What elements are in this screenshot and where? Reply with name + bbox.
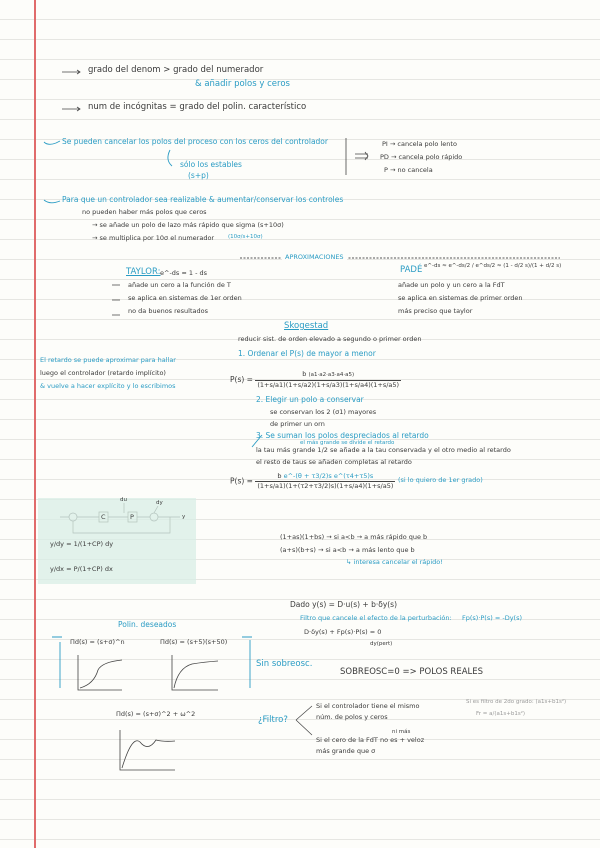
pade-point3: más preciso que taylor	[398, 307, 473, 315]
polos-result: SOBREOSC=0 => POLOS REALES	[340, 667, 484, 677]
cancel-note: sólo los estables	[180, 160, 242, 169]
realizable-l3b: (10σ/s+10σ)	[228, 234, 263, 240]
taylor-point2: se aplica en sistemas de 1er orden	[128, 294, 242, 302]
skogestad-step3b: el más grande se divide el retardo	[300, 440, 395, 446]
filtro-a2c: ni más	[392, 729, 411, 735]
poles-r3: ↳ interesa cancelar el rápido!	[346, 558, 443, 566]
realizable-l3: → se multiplica por 10σ el numerador	[92, 234, 215, 242]
polos-f3: Πd(s) = (s+σ)^2 + ω^2	[116, 710, 196, 718]
skogestad-step3d: el resto de taus se añaden completas al retardo	[256, 458, 412, 466]
top-line2: num de incógnitas = grado del polin. característico	[88, 102, 307, 112]
cancel-p: P → no cancela	[384, 166, 433, 174]
realizable-l1: no pueden haber más polos que ceros	[82, 208, 207, 216]
dist-given: Dado y(s) = D·u(s) + b·δy(s)	[290, 600, 398, 609]
dist-filter: Filtro que cancele el efecto de la perturbación:	[300, 614, 452, 622]
ps2-exp: e^-(θ + τ3/2)s	[283, 472, 332, 480]
diagram-dy: dy	[156, 500, 163, 506]
diagram-eq2: y/dx = P/(1+CP) dx	[50, 565, 113, 573]
skogestad-left1: El retardo se puede aproximar para hallar	[40, 356, 176, 364]
pade-point2: se aplica en sistemas de primer orden	[398, 294, 523, 302]
taylor-formula: e^-ds ≈ 1 - ds	[160, 269, 208, 277]
top-line1b: & añadir polos y ceros	[195, 79, 290, 89]
ps2-note: (si lo quiero de 1er grado)	[398, 476, 483, 484]
skogestad-title: Skogestad	[284, 321, 329, 331]
cancel-pd: PD → cancela polo rápido	[380, 153, 463, 161]
skogestad-step2b: se conservan los 2 (σ1) mayores	[270, 408, 377, 416]
ps2-den: (1+s/a1)(1+(τ2+τ3/2)s)(1+s/a4)(1+s/a5)	[257, 482, 394, 490]
cancel-main: Se pueden cancelar los polos del proceso con los ceros del controlador	[62, 137, 328, 146]
approx-header: APROXIMACIONES	[282, 253, 347, 262]
diagram-p: P	[130, 513, 134, 521]
realizable-l2: → se añade un polo de lazo más rápido que sigma (s+10σ)	[92, 221, 284, 229]
ps1	[230, 370, 401, 390]
ps2-fraction	[255, 472, 395, 491]
filtro-a1: Si el controlador tiene el mismo	[316, 702, 420, 710]
filtro-a1b: núm. de polos y ceros	[316, 713, 388, 721]
skogestad-step3: 3. Se suman los polos despreciados al retardo	[256, 431, 429, 440]
pade-point1: añade un polo y un cero a la FdT	[398, 281, 505, 289]
dist-line: D·δy(s) + Fp(s)·P(s) = 0	[304, 628, 382, 636]
skogestad-left2: luego el controlador (retardo implícito)	[40, 369, 166, 377]
realizable-title: Para que un controlador sea realizable & aumentar/conservar los controles	[62, 195, 344, 204]
poles-r1: (1+as)(1+bs) → si a<b → a más rápido que b	[280, 533, 428, 541]
filtro-q: ¿Filtro?	[258, 715, 288, 725]
ps1-num	[255, 370, 401, 381]
diagram-y: y	[182, 514, 186, 520]
polos-title: Polin. deseados	[118, 620, 177, 629]
diagram-c: C	[101, 513, 106, 521]
cancel-pi: PI → cancela polo lento	[382, 140, 457, 148]
ps1-num-b: b	[302, 370, 307, 378]
margin-line	[34, 0, 36, 848]
ps1-den: (1+s/a1)(1+s/a2)(1+s/a3)(1+s/a4)(1+s/a5)	[257, 381, 400, 389]
dist-dy-note: dy(pert)	[370, 641, 393, 647]
diagram-du: du	[120, 497, 127, 503]
cancel-note2: (s+p)	[188, 171, 209, 180]
pade-label: PADÉ	[400, 265, 423, 275]
polos-side2: Fr = a/(a1s+b1s²)	[476, 711, 526, 717]
taylor-point3: no da buenos resultados	[128, 307, 208, 315]
diagram-eq1: y/dy = 1/(1+CP) dy	[50, 540, 114, 548]
polos-f1: Πd(s) = (s+σ)^n	[70, 638, 125, 646]
ps2	[230, 472, 395, 491]
dist-fp: Fp(s)·P(s) = -Dy(s)	[462, 614, 523, 622]
top-line1: grado del denom > grado del numerador	[88, 65, 264, 75]
skogestad-step3c: la tau más grande 1/2 se añade a la tau conservada y el otro medio al retardo	[256, 446, 511, 454]
skogestad-step2: 2. Elegir un polo a conservar	[256, 395, 364, 404]
polos-side: Si es filtro de 2do grado: (a1s+b1s²)	[466, 699, 567, 705]
filtro-a2b: más grande que σ	[316, 747, 376, 755]
skogestad-step1: 1. Ordenar el P(s) de mayor a menor	[238, 349, 376, 358]
pade-formula: e^-ds ≈ e^-ds/2 / e^ds/2 ≈ (1 - d/2 s)/(1 + d/2 s)	[424, 263, 562, 269]
ps1-label: P(s) =	[230, 375, 253, 384]
skogestad-left3: & vuelve a hacer explícito y lo escribimos	[40, 382, 176, 390]
skogestad-step2c: de primer un orn	[270, 420, 325, 428]
ps2-label: P(s) =	[230, 476, 253, 486]
polos-sin: Sin sobreosc.	[256, 659, 313, 669]
ps1-fraction	[255, 370, 401, 390]
ps2-exp2: e^(τ4+τ5)s	[333, 472, 374, 480]
taylor-point1: añade un cero a la función de T	[128, 281, 231, 289]
filtro-a2: Si el cero de la FdT no es + veloz	[316, 736, 425, 744]
poles-r2: (a+s)(b+s) → si a<b → a más lento que b	[280, 546, 415, 554]
polos-f2: Πd(s) = (s+5)(s+50)	[160, 638, 228, 646]
taylor-label: TAYLOR:	[126, 267, 161, 277]
ps1-num2: (a1·a2·a3·a4·a5)	[308, 372, 355, 378]
ps2-num: b e^-(θ + τ3/2)s e^(τ4+τ5)s	[255, 472, 395, 482]
skogestad-intro: reducir sist. de orden elevado a segundo o primer orden	[238, 335, 422, 343]
